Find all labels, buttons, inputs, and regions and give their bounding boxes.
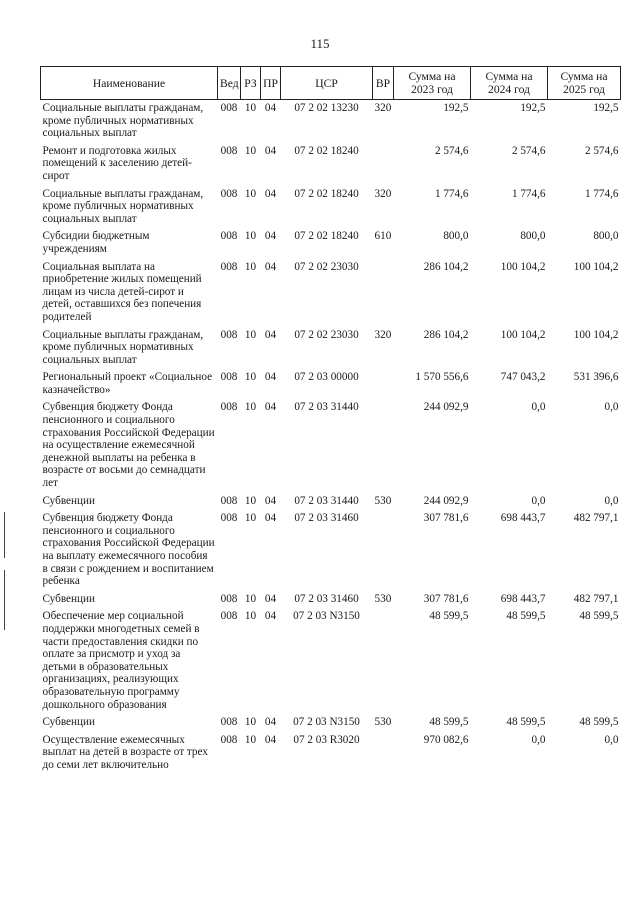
row-name: Социальные выплаты гражданам, кроме публичных нормативных социальных выплат xyxy=(42,187,204,225)
row-ved: 008 xyxy=(220,230,238,243)
row-vr: 530 xyxy=(374,592,392,605)
row-sum-2025: 48 599,5 xyxy=(579,610,619,623)
row-ved: 008 xyxy=(220,512,238,525)
row-vr xyxy=(373,608,394,714)
header-vr: ВР xyxy=(373,67,394,100)
row-sum-2025: 192,5 xyxy=(593,102,619,114)
row-csr: 07 2 02 18240 xyxy=(294,230,359,243)
row-rz: 10 xyxy=(244,401,257,414)
row-vr xyxy=(373,259,394,327)
row-pr: 04 xyxy=(264,260,277,273)
row-sum-2024: 0,0 xyxy=(531,733,546,746)
row-ved: 008 xyxy=(220,401,238,414)
row-sum-2024: 100 104,2 xyxy=(500,328,546,341)
header-ved: Вед xyxy=(218,67,241,100)
row-name: Субвенции xyxy=(42,494,95,507)
row-sum-2023: 1 774,6 xyxy=(434,187,469,200)
row-sum-2023: 192,5 xyxy=(443,102,469,114)
row-ved: 008 xyxy=(220,187,238,200)
row-rz: 10 xyxy=(244,610,257,623)
table-row xyxy=(41,369,621,399)
row-rz: 10 xyxy=(244,716,257,729)
table-row xyxy=(41,100,621,143)
table-row xyxy=(41,186,621,229)
row-pr: 04 xyxy=(264,187,277,200)
row-sum-2023: 244 092,9 xyxy=(423,494,469,507)
table-row xyxy=(41,493,621,511)
header-sum-2024: Сумма на 2024 год xyxy=(471,67,548,100)
row-vr: 530 xyxy=(374,716,392,729)
row-vr xyxy=(373,510,394,591)
row-csr: 07 2 03 31440 xyxy=(294,401,359,414)
row-sum-2023: 307 781,6 xyxy=(423,512,469,525)
row-vr: 610 xyxy=(374,230,392,243)
row-sum-2023: 970 082,6 xyxy=(423,733,469,746)
row-pr: 04 xyxy=(264,592,277,605)
row-csr: 07 2 02 18240 xyxy=(294,144,359,157)
row-name: Социальная выплата на приобретение жилых помещений лицам из числа детей-сирот и детей, оставшихся без попечения родителей xyxy=(42,260,202,323)
row-sum-2024: 698 443,7 xyxy=(500,592,546,605)
row-ved: 008 xyxy=(220,328,238,341)
margin-mark xyxy=(4,570,5,630)
table-row xyxy=(41,510,621,591)
row-pr: 04 xyxy=(264,494,277,507)
row-sum-2024: 100 104,2 xyxy=(500,260,546,273)
row-sum-2023: 244 092,9 xyxy=(423,401,469,414)
row-sum-2023: 1 570 556,6 xyxy=(415,371,469,384)
table-row xyxy=(41,399,621,492)
row-name: Ремонт и подготовка жилых помещений к заселению детей-сирот xyxy=(42,144,192,182)
row-rz: 10 xyxy=(244,187,257,200)
row-sum-2023: 48 599,5 xyxy=(429,610,469,623)
row-pr: 04 xyxy=(264,102,277,114)
header-sum-2023: Сумма на 2023 год xyxy=(394,67,471,100)
row-sum-2025: 100 104,2 xyxy=(573,260,619,273)
row-pr: 04 xyxy=(264,328,277,341)
row-sum-2025: 100 104,2 xyxy=(573,328,619,341)
table-body xyxy=(41,100,621,775)
page-number: 115 xyxy=(310,36,330,51)
row-name: Обеспечение мер социальной поддержки многодетных семей в части предоставления скидки по оплате за присмотр и уход за детьми в образовательных организациях, реализующих образовательную программу дошкольного образования xyxy=(42,610,200,711)
row-ved: 008 xyxy=(220,102,238,114)
table-row xyxy=(41,714,621,732)
row-vr xyxy=(373,399,394,492)
row-rz: 10 xyxy=(244,102,257,114)
row-rz: 10 xyxy=(244,733,257,746)
row-sum-2025: 531 396,6 xyxy=(573,371,619,384)
row-vr: 530 xyxy=(374,494,392,507)
row-sum-2024: 48 599,5 xyxy=(506,716,546,729)
row-vr xyxy=(373,143,394,186)
row-csr: 07 2 03 N3150 xyxy=(293,610,360,623)
header-row xyxy=(41,67,621,100)
row-sum-2024: 1 774,6 xyxy=(511,187,546,200)
row-rz: 10 xyxy=(244,230,257,243)
row-rz: 10 xyxy=(244,144,257,157)
row-csr: 07 2 03 N3150 xyxy=(293,716,360,729)
row-csr: 07 2 03 31460 xyxy=(294,512,359,525)
row-sum-2023: 48 599,5 xyxy=(429,716,469,729)
row-sum-2025: 0,0 xyxy=(604,401,619,414)
row-sum-2024: 0,0 xyxy=(531,401,546,414)
row-vr xyxy=(373,732,394,775)
row-csr: 07 2 02 23030 xyxy=(294,328,359,341)
row-csr: 07 2 02 23030 xyxy=(294,260,359,273)
row-pr: 04 xyxy=(264,401,277,414)
row-pr: 04 xyxy=(264,610,277,623)
row-sum-2024: 48 599,5 xyxy=(506,610,546,623)
header-csr: ЦСР xyxy=(281,67,373,100)
row-rz: 10 xyxy=(244,512,257,525)
row-rz: 10 xyxy=(244,260,257,273)
row-sum-2023: 286 104,2 xyxy=(423,260,469,273)
row-sum-2025: 800,0 xyxy=(593,230,619,243)
row-vr xyxy=(373,369,394,399)
row-ved: 008 xyxy=(220,733,238,746)
row-name: Субвенция бюджету Фонда пенсионного и социального страхования Российской Федерации на осуществление ежемесячной денежной выплаты на ребенка в возрасте от восьми до семнадцати лет xyxy=(42,401,215,490)
row-sum-2023: 307 781,6 xyxy=(423,592,469,605)
row-sum-2023: 800,0 xyxy=(443,230,469,243)
row-name: Социальные выплаты гражданам, кроме публичных нормативных социальных выплат xyxy=(42,328,204,366)
table-row xyxy=(41,143,621,186)
table-row xyxy=(41,732,621,775)
row-pr: 04 xyxy=(264,512,277,525)
row-ved: 008 xyxy=(220,144,238,157)
header-rz: РЗ xyxy=(241,67,261,100)
row-csr: 07 2 03 R3020 xyxy=(293,733,360,746)
row-sum-2023: 286 104,2 xyxy=(423,328,469,341)
row-sum-2025: 482 797,1 xyxy=(573,592,619,605)
row-csr: 07 2 02 13230 xyxy=(294,102,359,114)
row-csr: 07 2 03 31460 xyxy=(294,592,359,605)
row-ved: 008 xyxy=(220,260,238,273)
row-rz: 10 xyxy=(244,328,257,341)
row-sum-2025: 0,0 xyxy=(604,494,619,507)
table-row xyxy=(41,591,621,609)
row-name: Субсидии бюджетным учреждениям xyxy=(42,230,150,255)
row-sum-2024: 747 043,2 xyxy=(500,371,546,384)
row-sum-2024: 698 443,7 xyxy=(500,512,546,525)
row-name: Региональный проект «Социальное казначейство» xyxy=(42,371,213,396)
header-sum-2025: Сумма на 2025 год xyxy=(548,67,621,100)
row-vr: 320 xyxy=(374,187,392,200)
row-ved: 008 xyxy=(220,716,238,729)
row-name: Социальные выплаты гражданам, кроме публичных нормативных социальных выплат xyxy=(42,102,204,140)
table-row xyxy=(41,327,621,370)
row-pr: 04 xyxy=(264,144,277,157)
row-ved: 008 xyxy=(220,371,238,384)
row-sum-2024: 2 574,6 xyxy=(511,144,546,157)
table-row xyxy=(41,259,621,327)
row-sum-2025: 482 797,1 xyxy=(573,512,619,525)
row-name: Субвенция бюджету Фонда пенсионного и социального страхования Российской Федерации на выплату ежемесячного пособия в связи с рождением и воспитанием ребенка xyxy=(42,512,215,588)
header-pr: ПР xyxy=(261,67,281,100)
row-sum-2024: 0,0 xyxy=(531,494,546,507)
row-rz: 10 xyxy=(244,371,257,384)
row-csr: 07 2 03 31440 xyxy=(294,494,359,507)
table-row xyxy=(41,608,621,714)
row-csr: 07 2 02 18240 xyxy=(294,187,359,200)
row-pr: 04 xyxy=(264,716,277,729)
margin-mark xyxy=(4,512,5,558)
row-sum-2025: 0,0 xyxy=(604,733,619,746)
row-sum-2024: 192,5 xyxy=(520,102,546,114)
row-vr: 320 xyxy=(374,102,392,114)
row-vr: 320 xyxy=(374,328,392,341)
row-name: Осуществление ежемесячных выплат на детей в возрасте от трех до семи лет включительно xyxy=(42,733,208,771)
row-pr: 04 xyxy=(264,371,277,384)
row-name: Субвенции xyxy=(42,716,95,729)
row-pr: 04 xyxy=(264,230,277,243)
table-row xyxy=(41,228,621,258)
row-sum-2024: 800,0 xyxy=(520,230,546,243)
header-name: Наименование xyxy=(41,67,218,100)
budget-table xyxy=(40,66,621,775)
row-pr: 04 xyxy=(264,733,277,746)
row-sum-2025: 48 599,5 xyxy=(579,716,619,729)
row-ved: 008 xyxy=(220,592,238,605)
row-sum-2023: 2 574,6 xyxy=(434,144,469,157)
row-rz: 10 xyxy=(244,494,257,507)
row-name: Субвенции xyxy=(42,592,95,605)
row-rz: 10 xyxy=(244,592,257,605)
row-ved: 008 xyxy=(220,494,238,507)
row-ved: 008 xyxy=(220,610,238,623)
row-csr: 07 2 03 00000 xyxy=(294,371,359,384)
row-sum-2025: 2 574,6 xyxy=(584,144,619,157)
row-sum-2025: 1 774,6 xyxy=(584,187,619,200)
